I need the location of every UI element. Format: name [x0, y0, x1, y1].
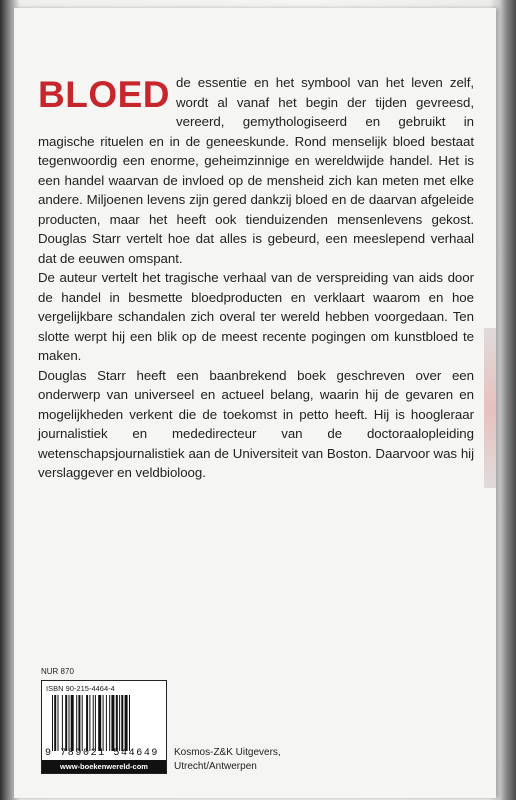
barcode-bar: [116, 695, 118, 751]
barcode-bar: [106, 695, 107, 751]
blurb-paragraph-2: De auteur vertelt het tragische verhaal van de verspreiding van aids door de handel in besmette bloedproducten en verklaart waarom en hoe vergelijkbare schandalen zich overal ter wereld hebben voorgedaan. Ten slotte werpt hij een blik op de meest recente pogingen om kunstbloed te maken.: [38, 270, 474, 363]
barcode-bar: [129, 695, 130, 751]
barcode-bar: [54, 695, 56, 751]
barcode-digits: 9 789021 544649: [45, 748, 160, 759]
barcode-bar: [93, 695, 94, 751]
spine-edge: [484, 328, 496, 488]
cover-panel: [14, 8, 496, 798]
barcode-bar: [103, 695, 104, 751]
barcode-bar: [71, 695, 74, 751]
barcode-bar: [65, 695, 67, 751]
publisher-line-1: Kosmos-Z&K Uitgevers,: [174, 747, 281, 758]
barcode-bar: [111, 695, 114, 751]
isbn-label: ISBN 90-215-4464-4: [46, 684, 115, 693]
barcode-bar: [52, 695, 53, 751]
barcode-bar: [62, 695, 63, 751]
barcode-bar: [95, 695, 96, 751]
barcode-bar: [86, 695, 88, 751]
blurb-text: [38, 73, 474, 483]
publisher: [174, 746, 281, 774]
publisher-line-2: Utrecht/Antwerpen: [174, 761, 257, 772]
title-word: BLOED: [38, 74, 170, 115]
blurb-paragraph-1: [38, 73, 474, 268]
barcode-bar: [98, 695, 101, 751]
blurb-paragraph-3: Douglas Starr heeft een baanbrekend boek geschreven over een onderwerp van universeel en actueel belang, waarin hij de gevaren en mogelijkheden verkent die de toekomst in petto heeft. Hij is hoogleraar journalistiek en mededirecteur van de doctoraalopleiding wetenschapsjournalistiek aan de Universiteit van Boston. Daarvoor was hij verslaggever en veldbioloog.: [38, 367, 474, 480]
barcode-bar: [119, 695, 120, 751]
barcode: [52, 695, 158, 751]
barcode-bar: [121, 695, 123, 751]
barcode-bar: [69, 695, 70, 751]
website-label: www-boekenwereld-com: [42, 760, 166, 773]
barcode-bar: [82, 695, 83, 751]
barcode-bar: [78, 695, 80, 751]
barcode-bar: [58, 695, 59, 751]
barcode-bar: [125, 695, 128, 751]
barcode-bar: [109, 695, 110, 751]
barcode-box: [41, 680, 167, 774]
barcode-bar: [89, 695, 90, 751]
blurb-paragraph-1-text: de essentie en het symbool van het leven zelf, wordt al vanaf het begin der tijden gevreesd, vereerd, gemythologiseerd en gebruikt in magische rituelen en in de geneeskunde. Rond menselijk bloed bestaat tegenwoordig een enorme, geheimzinnige en wereldwijde handel. Het is een handel waarvan de invloed op de mensheid zich kan meten met elke andere. Miljoenen levens zijn gered dankzij bloed en de daarvan afgeleide producten, maar het heeft ook tienduizenden mensenlevens gekost. Douglas Starr vertelt hoe dat alles is gebeurd, een meeslepend verhaal dat de eeuwen omspant.: [38, 75, 474, 266]
barcode-bar: [76, 695, 77, 751]
nur-code: NUR 870: [41, 667, 74, 676]
